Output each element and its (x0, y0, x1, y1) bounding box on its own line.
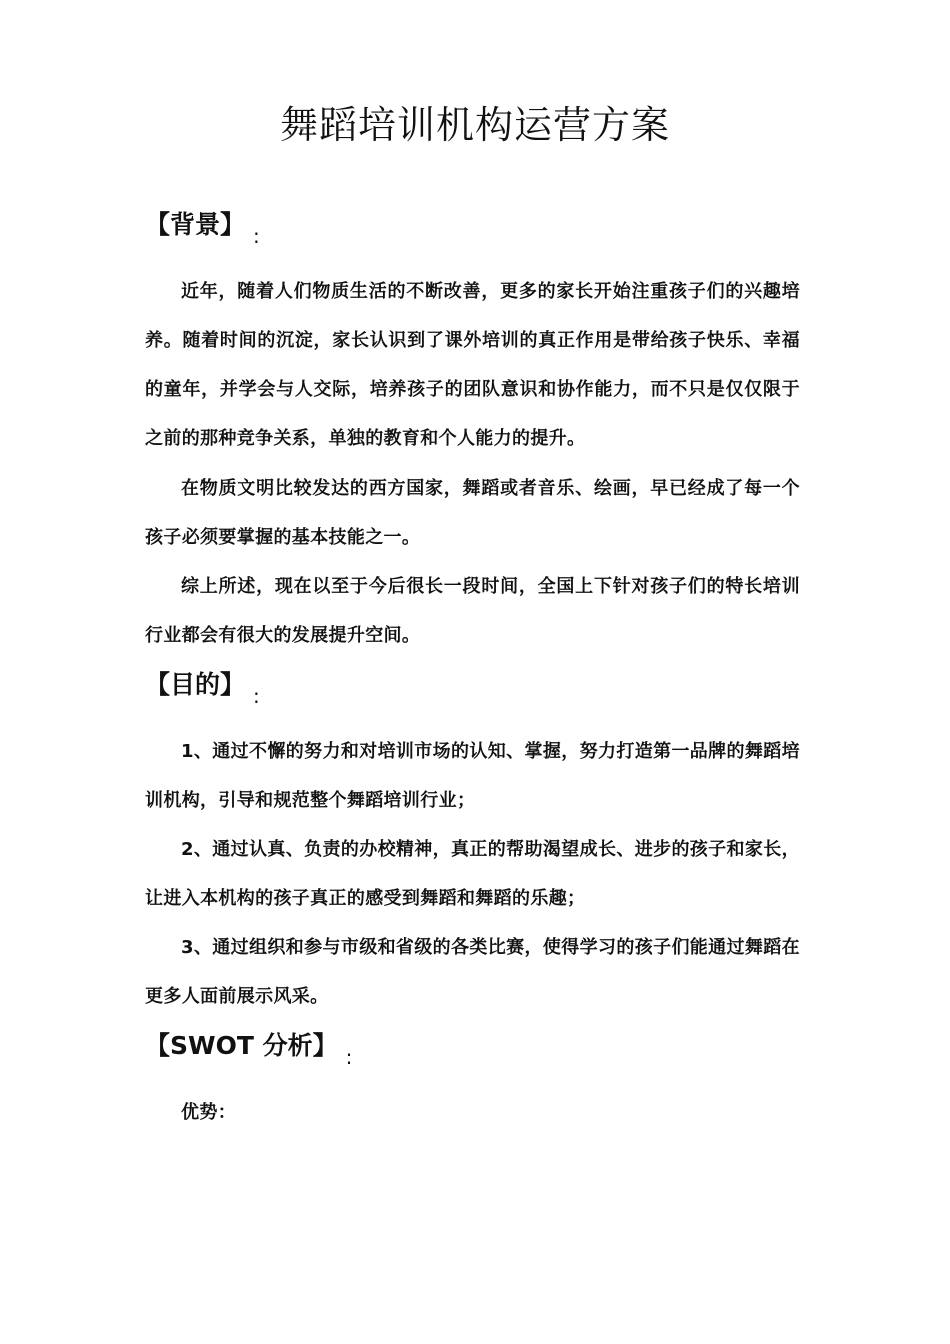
section-heading-purpose (145, 668, 260, 708)
section-heading-swot (145, 1029, 353, 1069)
background-paragraph-1: 近年，随着人们物质生活的不断改善，更多的家长开始注重孩子们的兴趣培养。随着时间的沉淀，家长认识到了课外培训的真正作用是带给孩子快乐、幸福的童年，并学会与人交际，培养孩子的团队意识和协作能力，而不只是仅仅限于之前的那种竞争关系，单独的教育和个人能力的提升。 (145, 281, 800, 449)
swot-strengths-label: 优势： (181, 1102, 237, 1123)
background-paragraph-2: 在物质文明比较发达的西方国家，舞蹈或者音乐、绘画，早已经成了每一个孩子必须要掌握的基本技能之一。 (145, 478, 800, 548)
heading-colon: : (253, 684, 260, 708)
background-paragraph-3: 综上所述，现在以至于今后很长一段时间，全国上下针对孩子们的特长培训行业都会有很大的发展提升空间。 (145, 576, 800, 646)
heading-text: 【SWOT 分析】 (145, 1031, 338, 1060)
heading-colon: : (253, 224, 260, 248)
heading-colon: : (345, 1045, 353, 1069)
heading-text: 【背景】 (145, 210, 246, 239)
purpose-paragraph-1: 1、通过不懈的努力和对培训市场的认知、掌握，努力打造第一品牌的舞蹈培训机构，引导和规范整个舞蹈培训行业； (145, 741, 800, 811)
heading-text: 【目的】 (145, 670, 246, 699)
purpose-paragraph-2: 2、通过认真、负责的办校精神，真正的帮助渴望成长、进步的孩子和家长，让进入本机构的孩子真正的感受到舞蹈和舞蹈的乐趣； (145, 839, 800, 909)
document-title: 舞蹈培训机构运营方案 (279, 103, 670, 147)
section-heading-background (145, 208, 260, 248)
purpose-paragraph-3: 3、通过组织和参与市级和省级的各类比赛，使得学习的孩子们能通过舞蹈在更多人面前展示风采。 (145, 937, 800, 1007)
